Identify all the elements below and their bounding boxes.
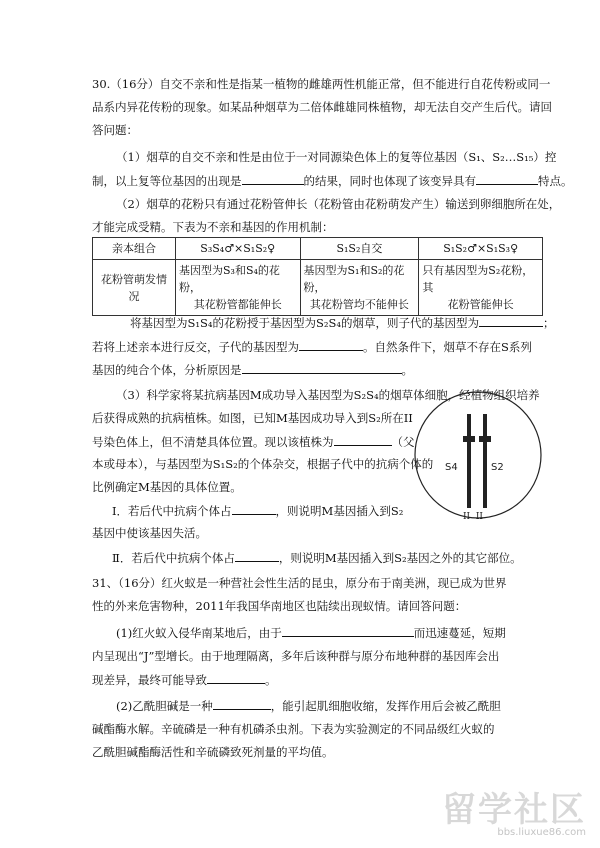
q30-case-text: Ⅰ．若后代中抗病个体占 <box>112 504 232 518</box>
q30-part3-line-2: 后获得成熟的抗病植株。如图，已知M基因成功导入到S₂所在II <box>92 411 413 425</box>
table-header-cell: S₃S₄♂×S₁S₂♀ <box>176 238 301 260</box>
q31-part2-line-3: 乙酰胆碱酯酶活性和辛硫磷致死剂量的平均值。 <box>92 745 334 759</box>
watermark-url: bbs.liuxue86.com <box>497 827 586 838</box>
q30-case-i-line-1 <box>112 502 403 519</box>
q31-intro-line-2: 性的外来危害物种，2011年我国华南地区也陆续出现蚁情。请回答问题： <box>92 599 467 613</box>
answer-blank[interactable] <box>242 361 402 374</box>
gene-label-s2: S2 <box>491 462 504 473</box>
q31-part1-line-1 <box>116 624 506 641</box>
q30-part1-line-1: （1）烟草的自交不亲和性是由位于一对同源染色体上的复等位基因（S₁、S₂…S₁₅）控 <box>116 150 557 164</box>
q30-part2-text: 基因的纯合个体，分析原因是 <box>92 363 242 377</box>
table-cell-line: 只有基因型为S₂花粉，其 <box>422 264 534 294</box>
chromosome-right <box>483 414 487 508</box>
q30-part1-text-b: 的结果，同时也体现了该变异具有 <box>303 174 476 188</box>
q31-intro-line-1: 31、（16分）红火蚁是一种营社会性生活的昆虫，原分布于南美洲，现已成为世界 <box>92 576 507 590</box>
table-header-cell: S₁S₂♂×S₁S₃♀ <box>419 238 543 260</box>
table-cell-line: 基因型为S₁和S₂的花粉， <box>303 264 405 294</box>
q31-part2-text: ，能引起肌细胞收缩，发挥作用后会被乙酰胆 <box>270 699 501 713</box>
q30-part1-text-c: 特点。 <box>538 174 573 188</box>
q30-part2-line-3 <box>130 314 554 331</box>
centromere-right <box>479 436 491 442</box>
q30-case-text: ，则说明M基因插入到S₂基因之外的其它部位。 <box>278 551 522 565</box>
q30-case-ii-line-1 <box>112 549 522 566</box>
q30-part2-text: 若将上述亲本进行反交，子代的基因型为 <box>92 340 299 354</box>
answer-blank[interactable] <box>282 624 414 637</box>
q30-intro-line-1: 30.（16分）自交不亲和性是指某一植物的雌雄两性机能正常，但不能进行自花传粉或同一 <box>92 77 551 91</box>
q31-part1-text: 而迅速蔓延，短期 <box>413 626 506 640</box>
q30-part2-text: 。 <box>401 363 413 377</box>
q30-part3-line-1: （3）科学家将某抗病基因M成功导入基因型为S₂S₄的烟草体细胞，经植物组织培养 <box>116 388 540 402</box>
q30-part3-line-5: 比例确定M基因的具体位置。 <box>92 480 242 494</box>
q30-case-text: Ⅱ．若后代中抗病个体占 <box>112 551 235 565</box>
table-row-label: 花粉管萌发情况 <box>93 260 176 316</box>
q30-intro-line-2: 品系内异花传粉的现象。如某品种烟草为二倍体雌雄同株植物，却无法自交产生后代。请回 <box>92 100 552 114</box>
table-header-cell: S₁S₂自交 <box>300 238 419 260</box>
q31-part1-line-3 <box>92 671 277 688</box>
q30-intro-line-3: 答问题： <box>92 123 138 137</box>
mechanism-table <box>92 237 543 316</box>
gene-label-s4: S4 <box>445 462 458 473</box>
q30-part1-line-2 <box>92 172 573 189</box>
table-cell <box>176 260 301 316</box>
q30-part2-text: 。自然条件下，烟草不存在S系列 <box>363 340 532 354</box>
q30-part2-line-1: （2）烟草的花粉只有通过花粉管伸长（花粉管由花粉萌发产生）输送到卵细胞所在处， <box>116 197 561 211</box>
watermark <box>442 782 586 838</box>
table-cell-line: 花粉管能伸长 <box>447 298 514 311</box>
answer-blank[interactable] <box>334 433 392 446</box>
table-header-cell: 亲本组合 <box>93 238 176 260</box>
q30-part3-text: 号染色体上，但不清楚具体位置。现以该植株为 <box>92 435 334 449</box>
table-cell-line: 其花粉管都能伸长 <box>193 298 282 311</box>
answer-blank[interactable] <box>207 671 265 684</box>
table-cell-line: 其花粉管均不能伸长 <box>309 298 409 311</box>
q31-part1-text: 。 <box>265 673 277 687</box>
q30-part3-line-4: 本或母本），与基因型为S₁S₂的个体杂交，根据子代中的抗病个体的 <box>92 457 434 471</box>
chromosome-left <box>467 414 471 508</box>
q30-part2-line-2: 才能完成受精。下表为不亲和基因的作用机制： <box>92 220 334 234</box>
q30-part2-line-5 <box>92 361 413 378</box>
q31-part2-line-1 <box>116 697 501 714</box>
answer-blank[interactable] <box>476 172 538 185</box>
table-cell <box>300 260 419 316</box>
q30-part3-text: （父 <box>391 435 415 449</box>
q30-part3-line-3 <box>92 433 415 450</box>
q30-part2-text: ； <box>542 316 555 330</box>
answer-blank[interactable] <box>235 549 279 562</box>
table-cell-line: 基因型为S₃和S₄的花粉， <box>179 264 280 294</box>
cell-outline <box>415 392 541 518</box>
table-row <box>93 260 543 316</box>
answer-blank[interactable] <box>479 314 543 327</box>
table-header-row <box>93 238 543 260</box>
q31-part1-text: 现差异，最终可能导致 <box>92 673 207 687</box>
q30-part1-text-a: 制，以上复等位基因的出现是 <box>92 174 242 188</box>
q31-part1-line-2: 内呈现出“J”型增长。由于地理隔离，多年后该种群与原分布地种群的基因库会出 <box>92 649 500 663</box>
q31-part2-line-2: 碱酯酶水解。辛硫磷是一种有机磷杀虫剂。下表为实验测定的不同品级红火蚁的 <box>92 722 495 736</box>
q30-part2-text: 将基因型为S₁S₄的花粉授于基因型为S₂S₄的烟草，则子代的基因型为 <box>130 316 479 330</box>
centromere-left <box>463 436 475 442</box>
answer-blank[interactable] <box>242 172 304 185</box>
q30-part2-line-4 <box>92 338 532 355</box>
answer-blank[interactable] <box>232 502 276 515</box>
q30-case-text: ，则说明M基因插入到S₂ <box>275 504 404 518</box>
chromosome-number-label: II II <box>463 512 483 522</box>
q31-part2-text: (2)乙酰胆碱是一种 <box>116 699 213 713</box>
answer-blank[interactable] <box>299 338 363 351</box>
chromosome-diagram <box>411 388 545 522</box>
answer-blank[interactable] <box>213 697 271 710</box>
table-cell <box>419 260 543 316</box>
q31-part1-text: (1)红火蚁入侵华南某地后，由于 <box>116 626 282 640</box>
watermark-logo: 留学社区 <box>442 790 586 830</box>
q30-case-i-line-2: 基因中使该基因失活。 <box>92 526 207 540</box>
